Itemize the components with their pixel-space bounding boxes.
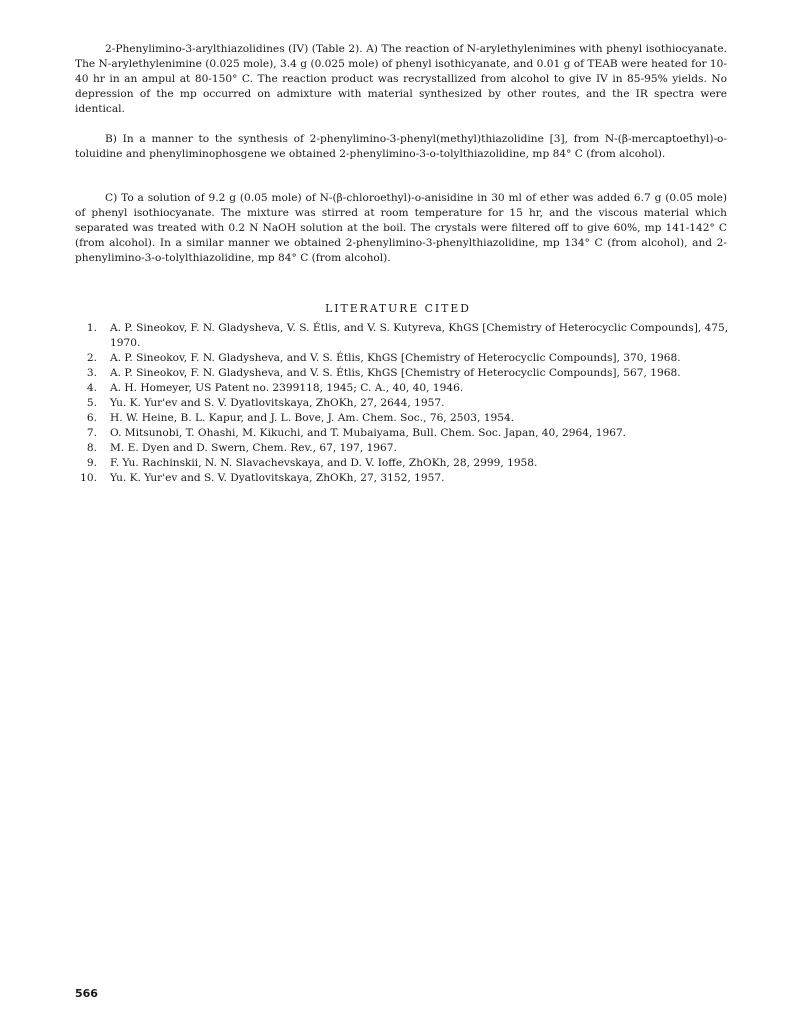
reference-text: Yu. K. Yur'ev and S. V. Dyatlovitskaya, ZhOKh, 27, 3152, 1957. <box>110 472 445 484</box>
reference-item <box>75 456 735 471</box>
reference-number: 3. <box>86 367 97 379</box>
reference-number: 4. <box>86 382 97 394</box>
reference-number: 1. <box>86 322 97 334</box>
reference-item <box>75 321 735 351</box>
reference-item <box>75 441 735 456</box>
reference-number: 5. <box>86 397 97 409</box>
paragraph-method-a <box>75 42 727 117</box>
reference-item <box>75 426 735 441</box>
paragraph-text: C) To a solution of 9.2 g (0.05 mole) of N-(β-chloroethyl)-o-anisidine in 30 ml of ether was added 6.7 g (0.05 mole) of phenyl isothiocyanate. The mixture was stirred at room temperature for 15 hr, and the viscous material which separated was treated with 0.2 N NaOH solution at the boil. The crystals were filtered off to give 60%, mp 141-142° C (from alcohol). In a similar manner we obtained 2-phenylimino-3-phenylthiazolidine, mp 134° C (from alcohol), and 2-phenylimino-3-o-tolylthiazolidine, mp 84° C (from alcohol). <box>75 192 727 264</box>
reference-text: O. Mitsunobi, T. Ohashi, M. Kikuchi, and T. Mubaiyama, Bull. Chem. Soc. Japan, 40, 2964, 1967. <box>110 427 627 439</box>
reference-text: Yu. K. Yur'ev and S. V. Dyatlovitskaya, ZhOKh, 27, 2644, 1957. <box>110 397 445 409</box>
page-number: 566 <box>75 987 98 1000</box>
reference-item <box>75 351 735 366</box>
reference-text: M. E. Dyen and D. Swern, Chem. Rev., 67, 197, 1967. <box>110 442 397 454</box>
reference-text: A. H. Homeyer, US Patent no. 2399118, 1945; C. A., 40, 40, 1946. <box>110 382 464 394</box>
reference-item <box>75 411 735 426</box>
reference-item <box>75 381 735 396</box>
reference-number: 10. <box>80 472 97 484</box>
paragraph-text: B) In a manner to the synthesis of 2-phenylimino-3-phenyl(methyl)thiazolidine [3], from N-(β-mercaptoethyl)-o-toluidine and phenyliminophosgene we obtained 2-phenylimino-3-o-tolylthiazolidine, mp 84° C (from alcohol). <box>75 133 727 160</box>
reference-number: 6. <box>86 412 97 424</box>
paragraph-method-b <box>75 132 727 162</box>
reference-item <box>75 396 735 411</box>
reference-item <box>75 366 735 381</box>
reference-list <box>75 321 735 486</box>
reference-number: 8. <box>86 442 97 454</box>
reference-text: A. P. Sineokov, F. N. Gladysheva, V. S. Étlis, and V. S. Kutyreva, KhGS [Chemistry of Heterocyclic Compounds], 475, 1970. <box>110 322 729 349</box>
literature-heading: LITERATURE CITED <box>325 302 471 315</box>
reference-text: A. P. Sineokov, F. N. Gladysheva, and V. S. Étlis, KhGS [Chemistry of Heterocyclic Compounds], 370, 1968. <box>110 352 681 364</box>
reference-number: 2. <box>86 352 97 364</box>
reference-number: 7. <box>86 427 97 439</box>
paragraph-method-c <box>75 191 727 266</box>
reference-text: H. W. Heine, B. L. Kapur, and J. L. Bove, J. Am. Chem. Soc., 76, 2503, 1954. <box>110 412 515 424</box>
reference-number: 9. <box>86 457 97 469</box>
reference-text: F. Yu. Rachinskii, N. N. Slavachevskaya, and D. V. Ioffe, ZhOKh, 28, 2999, 1958. <box>110 457 538 469</box>
reference-text: A. P. Sineokov, F. N. Gladysheva, and V. S. Étlis, KhGS [Chemistry of Heterocyclic Compounds], 567, 1968. <box>110 367 681 379</box>
paragraph-text: 2-Phenylimino-3-arylthiazolidines (IV) (Table 2). A) The reaction of N-arylethylenimines with phenyl isothiocyanate. The N-arylethylenimine (0.025 mole), 3.4 g (0.025 mole) of phenyl isothicyanate, and 0.01 g of TEAB were heated for 10-40 hr in an ampul at 80-150° C. The reaction product was recrystallized from alcohol to give IV in 85-95% yields. No depression of the mp occurred on admixture with material synthesized by other routes, and the IR spectra were identical. <box>75 43 727 115</box>
reference-item <box>75 471 735 486</box>
